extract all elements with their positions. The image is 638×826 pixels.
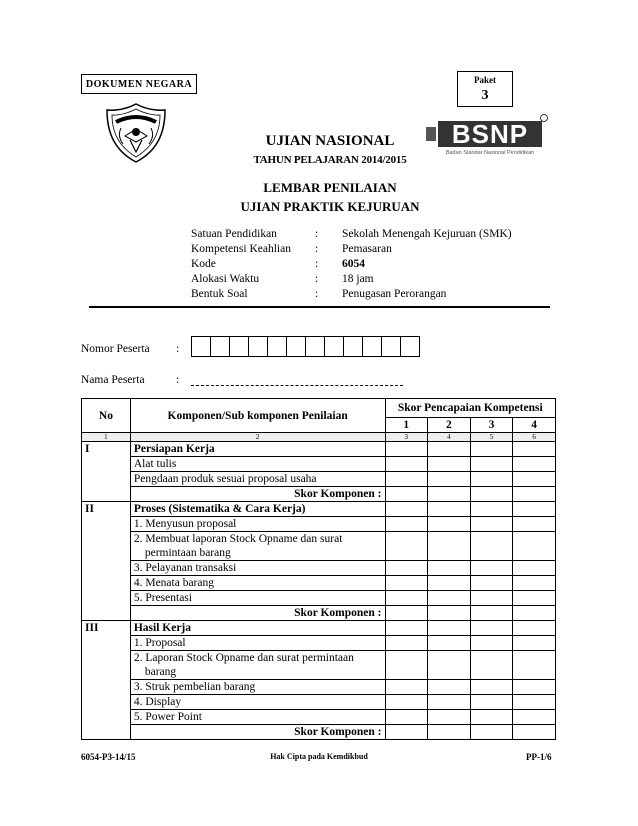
score-cell[interactable] <box>470 695 513 710</box>
info-row <box>191 258 562 273</box>
info-key: Kompetensi Keahlian <box>191 243 291 255</box>
practical-title: UJIAN PRAKTIK KEJURUAN <box>240 199 420 214</box>
score-cell[interactable] <box>385 561 428 576</box>
header-score-col: 2 <box>428 418 471 433</box>
score-cell[interactable] <box>513 457 556 472</box>
component-label: 4. Menata barang <box>130 576 385 591</box>
column-index-cell: 4 <box>428 433 471 442</box>
paket-label: Paket <box>474 75 496 85</box>
score-cell[interactable] <box>470 725 513 740</box>
score-cell[interactable] <box>385 457 428 472</box>
score-cell[interactable] <box>385 487 428 502</box>
section-title-row <box>82 502 556 517</box>
score-cell[interactable] <box>385 621 428 636</box>
participant-number-digit-box[interactable] <box>287 336 306 357</box>
subtotal-row <box>82 606 556 621</box>
paket-number: 3 <box>481 88 489 103</box>
score-cell[interactable] <box>385 576 428 591</box>
component-label: 5. Presentasi <box>130 591 385 606</box>
info-key: Bentuk Soal <box>191 288 248 300</box>
subtotal-label: Skor Komponen : <box>130 487 385 502</box>
section-title-row <box>82 442 556 457</box>
header-divider <box>89 306 550 308</box>
participant-name-label: Nama Peserta <box>81 374 145 386</box>
paket-box <box>457 71 513 107</box>
exam-info <box>191 228 562 303</box>
component-label: 2. Membuat laporan Stock Opname dan surat permintaan barang <box>130 532 385 561</box>
info-value: 18 jam <box>342 273 374 285</box>
participant-number-digit-box[interactable] <box>268 336 287 357</box>
section-title: Hasil Kerja <box>130 621 385 636</box>
section-number: III <box>82 621 131 740</box>
component-row <box>82 517 556 532</box>
participant-number-digit-box[interactable] <box>249 336 268 357</box>
participant-number-digit-box[interactable] <box>191 336 211 357</box>
component-row <box>82 680 556 695</box>
subtotal-label: Skor Komponen : <box>130 725 385 740</box>
score-cell[interactable] <box>513 591 556 606</box>
score-cell[interactable] <box>513 710 556 725</box>
exam-year: TAHUN PELAJARAN 2014/2015 <box>253 154 407 166</box>
info-key: Kode <box>191 258 216 270</box>
score-cell[interactable] <box>385 636 428 651</box>
score-cell[interactable] <box>385 502 428 517</box>
participant-number-digit-box[interactable] <box>344 336 363 357</box>
score-cell[interactable] <box>470 442 513 457</box>
score-cell[interactable] <box>470 591 513 606</box>
subtotal-row <box>82 725 556 740</box>
participant-number-digit-box[interactable] <box>382 336 401 357</box>
footer-page: PP-1/6 <box>526 752 552 762</box>
component-row <box>82 532 556 561</box>
info-colon: : <box>315 258 319 270</box>
score-cell[interactable] <box>470 487 513 502</box>
score-cell[interactable] <box>428 457 471 472</box>
component-label: Alat tulis <box>130 457 385 472</box>
sheet-title: LEMBAR PENILAIAN <box>263 180 397 195</box>
bsnp-subtitle: Badan Standar Nasional Pendidikan <box>445 150 535 155</box>
info-row <box>191 243 562 258</box>
score-cell[interactable] <box>513 695 556 710</box>
score-cell[interactable] <box>470 457 513 472</box>
participant-number-digit-box[interactable] <box>325 336 344 357</box>
participant-name-field[interactable] <box>191 385 403 386</box>
participant-number-boxes[interactable] <box>191 336 420 356</box>
header-score-col: 1 <box>385 418 428 433</box>
score-cell[interactable] <box>513 487 556 502</box>
header-score-col: 3 <box>470 418 513 433</box>
score-cell[interactable] <box>428 710 471 725</box>
score-cell[interactable] <box>513 725 556 740</box>
section-title: Proses (Sistematika & Cara Kerja) <box>130 502 385 517</box>
score-cell[interactable] <box>470 651 513 680</box>
score-cell[interactable] <box>470 561 513 576</box>
component-label: 3. Struk pembelian barang <box>130 680 385 695</box>
score-cell[interactable] <box>470 472 513 487</box>
score-cell[interactable] <box>385 695 428 710</box>
section-number: II <box>82 502 131 621</box>
info-key: Satuan Pendidikan <box>191 228 277 240</box>
component-row <box>82 576 556 591</box>
info-row <box>191 273 562 288</box>
participant-name-colon: : <box>176 374 180 386</box>
participant-number-digit-box[interactable] <box>306 336 325 357</box>
section-title: Persiapan Kerja <box>130 442 385 457</box>
score-cell[interactable] <box>470 517 513 532</box>
score-cell[interactable] <box>428 680 471 695</box>
bsnp-logo-text: BSNP <box>451 119 529 149</box>
score-cell[interactable] <box>513 636 556 651</box>
score-cell[interactable] <box>513 680 556 695</box>
score-cell[interactable] <box>470 606 513 621</box>
component-label: 5. Power Point <box>130 710 385 725</box>
participant-number-digit-box[interactable] <box>401 336 420 357</box>
component-label: 2. Laporan Stock Opname dan surat permintaan barang <box>130 651 385 680</box>
info-value: Penugasan Perorangan <box>342 288 447 300</box>
component-label: 1. Menyusun proposal <box>130 517 385 532</box>
score-cell[interactable] <box>513 651 556 680</box>
component-row <box>82 591 556 606</box>
score-cell[interactable] <box>428 517 471 532</box>
score-cell[interactable] <box>470 636 513 651</box>
info-colon: : <box>315 288 319 300</box>
score-cell[interactable] <box>428 636 471 651</box>
score-cell[interactable] <box>428 695 471 710</box>
score-cell[interactable] <box>428 502 471 517</box>
info-row <box>191 288 562 303</box>
header-score-group: Skor Pencapaian Kompetensi <box>385 399 556 418</box>
score-cell[interactable] <box>385 517 428 532</box>
tut-wuri-handayani-emblem <box>103 102 169 164</box>
score-cell[interactable] <box>428 442 471 457</box>
score-cell[interactable] <box>428 532 471 561</box>
info-row <box>191 228 562 243</box>
component-label: 4. Display <box>130 695 385 710</box>
score-cell[interactable] <box>513 442 556 457</box>
subtotal-label: Skor Komponen : <box>130 606 385 621</box>
score-cell[interactable] <box>513 621 556 636</box>
column-index-cell: 1 <box>82 433 131 442</box>
score-cell[interactable] <box>428 606 471 621</box>
component-label: 3. Pelayanan transaksi <box>130 561 385 576</box>
score-cell[interactable] <box>513 517 556 532</box>
column-index-cell: 5 <box>470 433 513 442</box>
score-cell[interactable] <box>428 576 471 591</box>
score-cell[interactable] <box>470 576 513 591</box>
score-cell[interactable] <box>470 680 513 695</box>
subtotal-row <box>82 487 556 502</box>
score-cell[interactable] <box>470 621 513 636</box>
info-key: Alokasi Waktu <box>191 273 260 285</box>
score-cell[interactable] <box>428 561 471 576</box>
info-colon: : <box>315 273 319 285</box>
section-number: I <box>82 442 131 502</box>
footer-copyright: Hak Cipta pada Kemdikbud <box>270 752 368 761</box>
assessment-table <box>81 398 556 740</box>
score-cell[interactable] <box>470 502 513 517</box>
score-cell[interactable] <box>428 651 471 680</box>
info-colon: : <box>315 228 319 240</box>
component-label: 1. Proposal <box>130 636 385 651</box>
participant-number-label: Nomor Peserta <box>81 343 150 355</box>
column-index-cell: 3 <box>385 433 428 442</box>
score-cell[interactable] <box>385 442 428 457</box>
component-row <box>82 636 556 651</box>
score-cell[interactable] <box>428 472 471 487</box>
component-row <box>82 710 556 725</box>
score-cell[interactable] <box>513 561 556 576</box>
header-component: Komponen/Sub komponen Penilaian <box>130 399 385 433</box>
score-cell[interactable] <box>385 591 428 606</box>
component-row <box>82 651 556 680</box>
component-row <box>82 457 556 472</box>
footer-code: 6054-P3-14/15 <box>81 752 136 762</box>
score-cell[interactable] <box>385 606 428 621</box>
score-cell[interactable] <box>513 502 556 517</box>
section-title-row <box>82 621 556 636</box>
exam-title: UJIAN NASIONAL <box>265 133 395 149</box>
component-row <box>82 695 556 710</box>
info-colon: : <box>315 243 319 255</box>
score-cell[interactable] <box>428 621 471 636</box>
header-no: No <box>82 399 131 433</box>
score-cell[interactable] <box>470 710 513 725</box>
column-index-cell: 6 <box>513 433 556 442</box>
score-cell[interactable] <box>385 680 428 695</box>
score-cell[interactable] <box>385 651 428 680</box>
column-index-cell: 2 <box>130 433 385 442</box>
component-row <box>82 561 556 576</box>
info-value: 6054 <box>342 258 365 270</box>
info-value: Sekolah Menengah Kejuruan (SMK) <box>342 228 512 240</box>
score-cell[interactable] <box>513 576 556 591</box>
score-cell[interactable] <box>385 710 428 725</box>
component-label: Pengdaan produk sesuai proposal usaha <box>130 472 385 487</box>
score-cell[interactable] <box>513 606 556 621</box>
info-value: Pemasaran <box>342 243 392 255</box>
participant-number-digit-box[interactable] <box>211 336 230 357</box>
score-cell[interactable] <box>385 725 428 740</box>
score-cell[interactable] <box>513 472 556 487</box>
score-cell[interactable] <box>428 487 471 502</box>
participant-number-digit-box[interactable] <box>363 336 382 357</box>
participant-number-colon: : <box>176 343 180 355</box>
score-cell[interactable] <box>470 532 513 561</box>
header-score-col: 4 <box>513 418 556 433</box>
document-label: DOKUMEN NEGARA <box>85 78 193 90</box>
document-label-box <box>81 74 197 94</box>
component-row <box>82 472 556 487</box>
score-cell[interactable] <box>385 472 428 487</box>
score-cell[interactable] <box>513 532 556 561</box>
score-cell[interactable] <box>385 532 428 561</box>
participant-number-digit-box[interactable] <box>230 336 249 357</box>
score-cell[interactable] <box>428 725 471 740</box>
score-cell[interactable] <box>428 591 471 606</box>
